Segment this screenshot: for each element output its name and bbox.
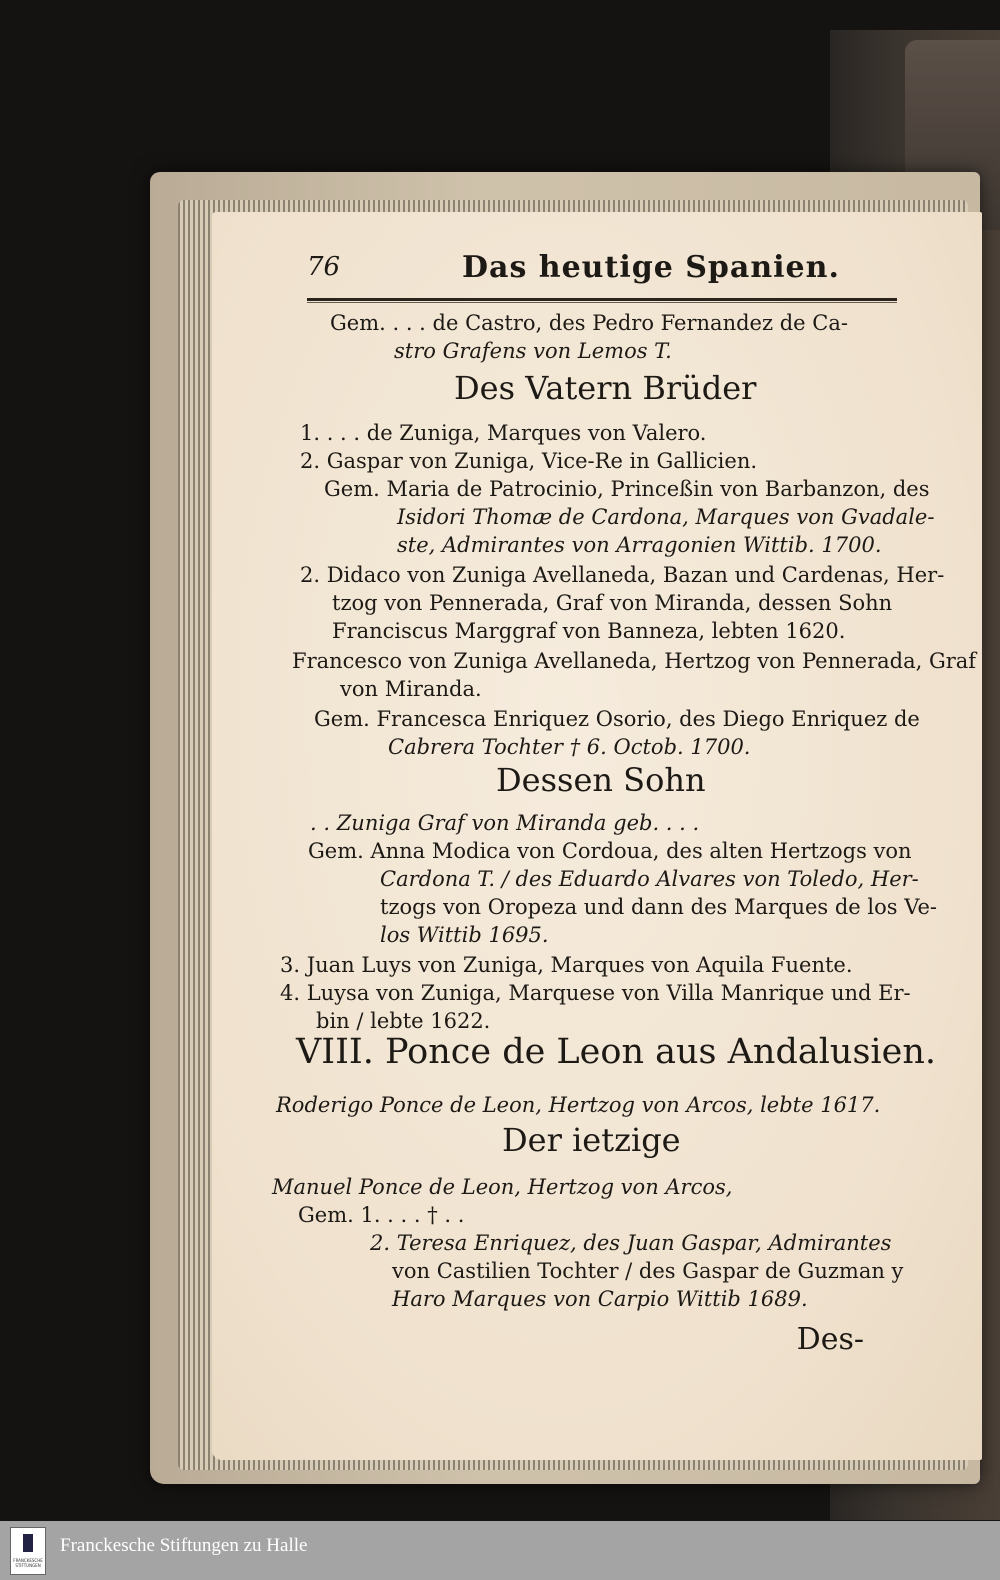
- text-line: Roderigo Ponce de Leon, Hertzog von Arcos, lebte 1617.: [276, 1093, 881, 1117]
- text-line: 2. Teresa Enriquez, des Juan Gaspar, Admirantes: [370, 1231, 892, 1255]
- section-heading: Der ietzige: [502, 1121, 681, 1159]
- running-title: Das heutige Spanien.: [462, 250, 840, 285]
- text-line: 2. Didaco von Zuniga Avellaneda, Bazan und Cardenas, Her-: [300, 563, 945, 587]
- text-line: Manuel Ponce de Leon, Hertzog von Arcos,: [272, 1175, 733, 1199]
- header-rule: [307, 298, 897, 301]
- institution-logo: [10, 1527, 46, 1575]
- institution-name: Franckesche Stiftungen zu Halle: [60, 1535, 308, 1556]
- text-line: Cabrera Tochter † 6. Octob. 1700.: [388, 735, 751, 759]
- page-header: [307, 252, 897, 292]
- text-line: Gem. . . . de Castro, des Pedro Fernandez de Ca-: [330, 311, 848, 335]
- text-line: Cardona T. / des Eduardo Alvares von Toledo, Her-: [380, 867, 919, 891]
- section-heading: Des Vatern Brüder: [454, 369, 757, 407]
- page-number: 76: [307, 252, 341, 282]
- text-line: Gem. 1. . . . † . .: [298, 1203, 465, 1227]
- catchword: Des-: [796, 1322, 864, 1357]
- text-line: Gem. Francesca Enriquez Osorio, des Diego Enriquez de: [314, 707, 920, 731]
- text-line: los Wittib 1695.: [380, 923, 549, 947]
- text-line: . . Zuniga Graf von Miranda geb. . . .: [310, 811, 700, 835]
- text-line: 4. Luysa von Zuniga, Marquese von Villa Manrique und Er-: [280, 981, 911, 1005]
- book-page: [212, 212, 982, 1460]
- text-line: tzog von Pennerada, Graf von Miranda, dessen Sohn: [332, 591, 893, 615]
- text-line: 1. . . . de Zuniga, Marques von Valero.: [300, 421, 707, 445]
- text-line: Francesco von Zuniga Avellaneda, Hertzog von Pennerada, Graf: [292, 649, 977, 673]
- text-line: ste, Admirantes von Arragonien Wittib. 1700.: [397, 533, 882, 557]
- text-line: 2. Gaspar von Zuniga, Vice-Re in Gallicien.: [300, 449, 758, 473]
- text-line: von Miranda.: [340, 677, 482, 701]
- text-line: von Castilien Tochter / des Gaspar de Guzman y: [392, 1259, 904, 1283]
- text-line: Haro Marques von Carpio Wittib 1689.: [392, 1287, 808, 1311]
- text-line: stro Grafens von Lemos T.: [394, 339, 672, 363]
- text-line: Franciscus Marggraf von Banneza, lebten 1620.: [332, 619, 846, 643]
- text-line: Gem. Anna Modica von Cordoua, des alten Hertzogs von: [308, 839, 912, 863]
- section-heading: VIII. Ponce de Leon aus Andalusien.: [296, 1032, 936, 1072]
- text-line: Gem. Maria de Patrocinio, Princeßin von Barbanzon, des: [324, 477, 930, 501]
- section-heading: Dessen Sohn: [496, 761, 706, 799]
- footer-bar: [0, 1521, 1000, 1580]
- text-line: 3. Juan Luys von Zuniga, Marques von Aquila Fuente.: [280, 953, 853, 977]
- text-line: Isidori Thomæ de Cardona, Marques von Gvadale-: [397, 505, 935, 529]
- text-line: bin / lebte 1622.: [316, 1009, 491, 1033]
- text-line: tzogs von Oropeza und dann des Marques de los Ve-: [380, 895, 937, 919]
- logo-emblem-icon: [23, 1534, 33, 1552]
- header-rule-thin: [307, 302, 897, 303]
- logo-text: FRANCKESCHE STIFTUNGEN: [13, 1558, 43, 1568]
